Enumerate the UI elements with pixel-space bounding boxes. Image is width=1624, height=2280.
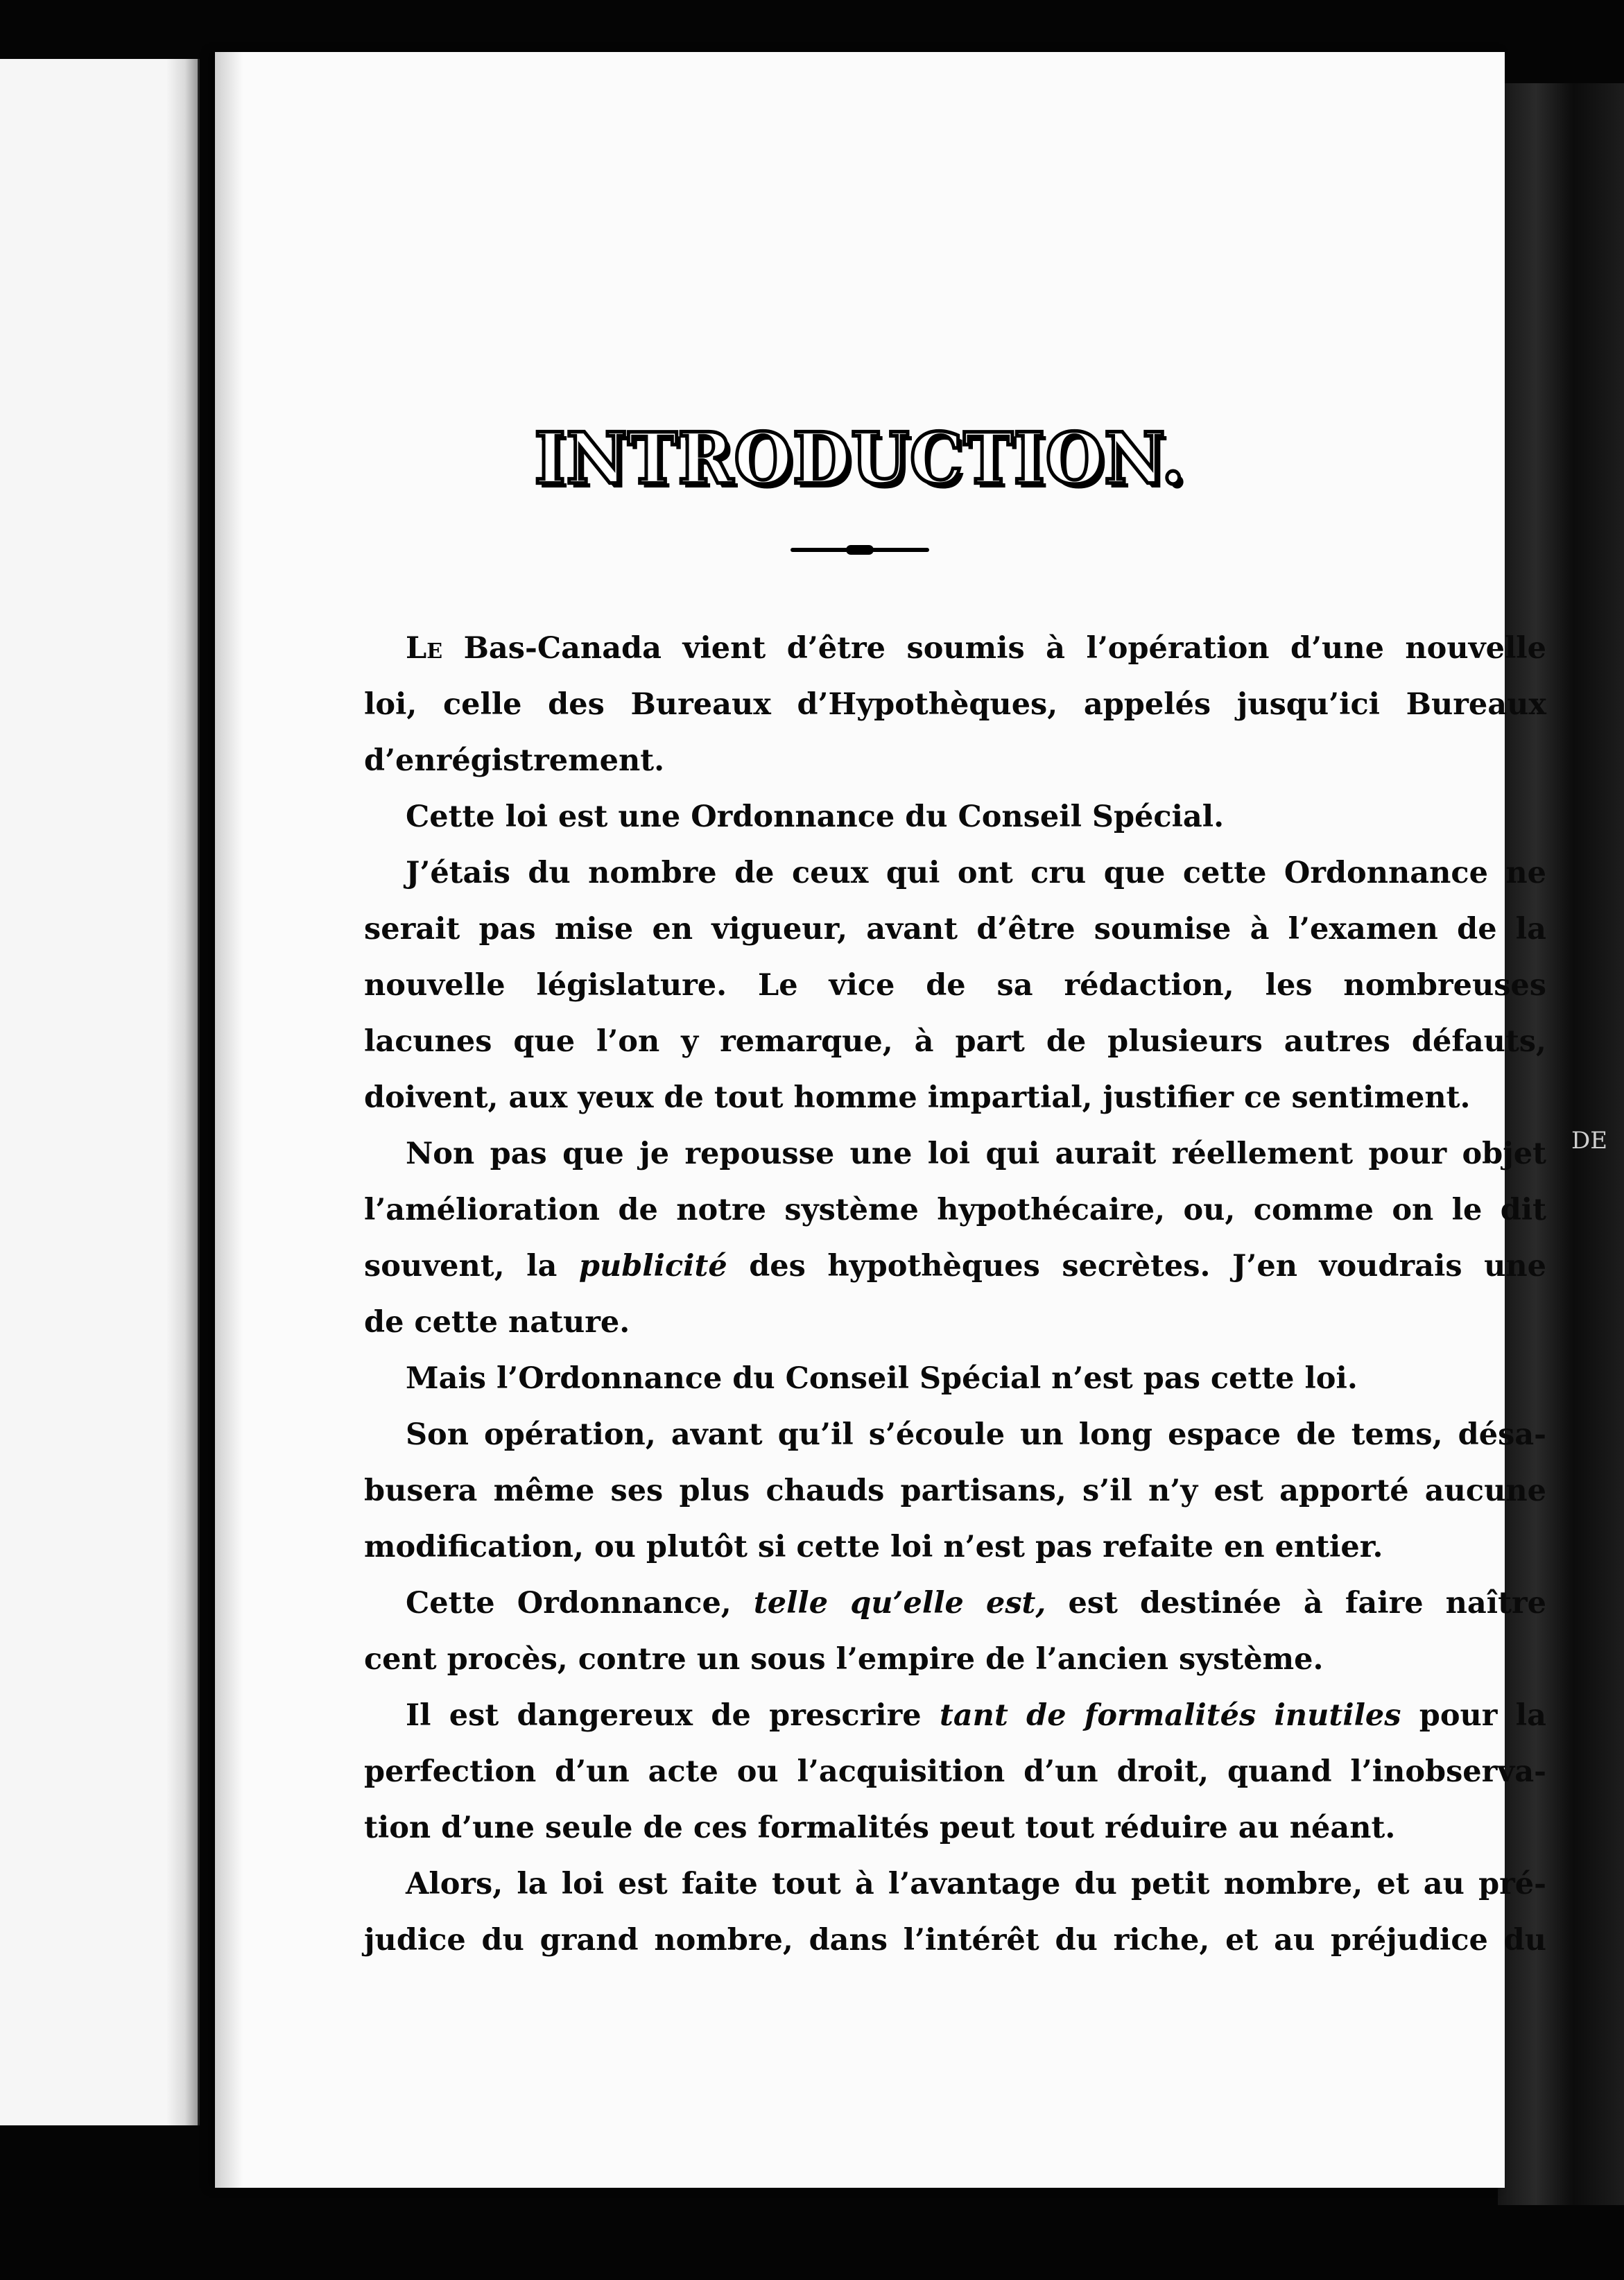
text-run: pour la (1401, 1698, 1546, 1733)
paragraph (364, 1856, 1546, 1969)
paragraph (364, 621, 1546, 789)
text-run: Alors, la loi est faite tout à l’avantage du petit nombre, et au pré- (406, 1867, 1546, 1901)
text-run: Mais l’Ordonnance du Conseil Spécial n’est pas cette loi. (406, 1361, 1358, 1396)
text-run: souvent, la (364, 1249, 579, 1284)
paragraph (364, 845, 1546, 1126)
text-line (364, 733, 1546, 789)
text-run: serait pas mise en vigueur, avant d’être soumise à l’examen de la (364, 912, 1546, 947)
title-ornament-rule (791, 548, 929, 552)
text-run: publicité (578, 1249, 727, 1284)
paragraph (364, 1575, 1546, 1688)
text-run: J’étais du nombre de ceux qui ont cru que cette Ordonnance ne (406, 856, 1546, 890)
page-gutter-shadow (215, 52, 243, 2188)
text-run: cent procès, contre un sous l’empire de l’ancien système. (364, 1642, 1324, 1677)
text-run: Bas-Canada vient d’être soumis à l’opération d’une nouvelle (442, 631, 1546, 666)
text-line (364, 845, 1546, 901)
paragraph (364, 1688, 1546, 1856)
text-run: lacunes que l’on y remarque, à part de plusieurs autres défauts, (364, 1024, 1546, 1059)
text-line (364, 1463, 1546, 1519)
text-line (364, 1575, 1546, 1632)
text-line (364, 1014, 1546, 1070)
text-line (364, 1126, 1546, 1182)
text-run: Cette loi est une Ordonnance du Conseil Spécial. (406, 800, 1225, 834)
text-line (364, 1070, 1546, 1126)
text-run: Son opération, avant qu’il s’écoule un long espace de tems, désa- (406, 1417, 1546, 1452)
text-line (364, 1912, 1546, 1969)
text-run: busera même ses plus chauds partisans, s’il n’y est apporté aucune (364, 1474, 1546, 1508)
text-run: doivent, aux yeux de tout homme impartial, justifier ce sentiment. (364, 1080, 1471, 1115)
text-run: est destinée à faire naître (1046, 1586, 1547, 1621)
text-line (364, 621, 1546, 677)
text-line (364, 1295, 1546, 1351)
text-run: des hypothèques secrètes. J’en voudrais une (727, 1249, 1546, 1284)
text-run: l’amélioration de notre système hypothécaire, ou, comme on le dit (364, 1193, 1546, 1227)
paragraph (364, 1407, 1546, 1575)
text-line (364, 1744, 1546, 1800)
body-text (364, 621, 1546, 1969)
document-page (215, 52, 1547, 2188)
text-line (364, 1238, 1546, 1295)
text-run: d’enrégistrement. (364, 743, 665, 778)
text-run: perfection d’un acte ou l’acquisition d’un droit, quand l’inobserva- (364, 1754, 1546, 1789)
text-line (364, 1351, 1546, 1407)
text-line (364, 1407, 1546, 1463)
text-run: de cette nature. (364, 1305, 630, 1340)
paragraph (364, 789, 1546, 845)
paragraph (364, 1351, 1546, 1407)
text-line (364, 1632, 1546, 1688)
text-run: Il est dangereux de prescrire (406, 1698, 940, 1733)
text-run: nouvelle législature. Le vice de sa rédaction, les nombreuses (364, 968, 1546, 1003)
left-facing-page (0, 59, 200, 2125)
text-line (364, 1800, 1546, 1856)
text-line (364, 789, 1546, 845)
text-run: Le (406, 631, 443, 666)
text-run: loi, celle des Bureaux d’Hypothèques, appelés jusqu’ici Bureaux (364, 687, 1546, 722)
page-title: INTRODUCTION. (534, 417, 1186, 500)
margin-mark: DE (1571, 1127, 1608, 1155)
text-run: tion d’une seule de ces formalités peut tout réduire au néant. (364, 1811, 1396, 1845)
text-line (364, 1182, 1546, 1238)
text-line (364, 677, 1546, 733)
text-line (364, 901, 1546, 958)
text-run: Cette Ordonnance, (406, 1586, 754, 1621)
text-line (364, 1519, 1546, 1575)
page-fold-shadow (166, 59, 198, 2125)
text-run: Non pas que je repousse une loi qui aurait réellement pour objet (406, 1137, 1546, 1171)
text-line (364, 1688, 1546, 1744)
paragraph (364, 1126, 1546, 1351)
text-run: modification, ou plutôt si cette loi n’est pas refaite en entier. (364, 1530, 1383, 1564)
text-run: tant de formalités inutiles (939, 1698, 1401, 1733)
text-line (364, 958, 1546, 1014)
text-run: telle qu’elle est, (753, 1586, 1046, 1621)
text-run: judice du grand nombre, dans l’intérêt du riche, et au préjudice du (364, 1923, 1546, 1958)
text-line (364, 1856, 1546, 1912)
